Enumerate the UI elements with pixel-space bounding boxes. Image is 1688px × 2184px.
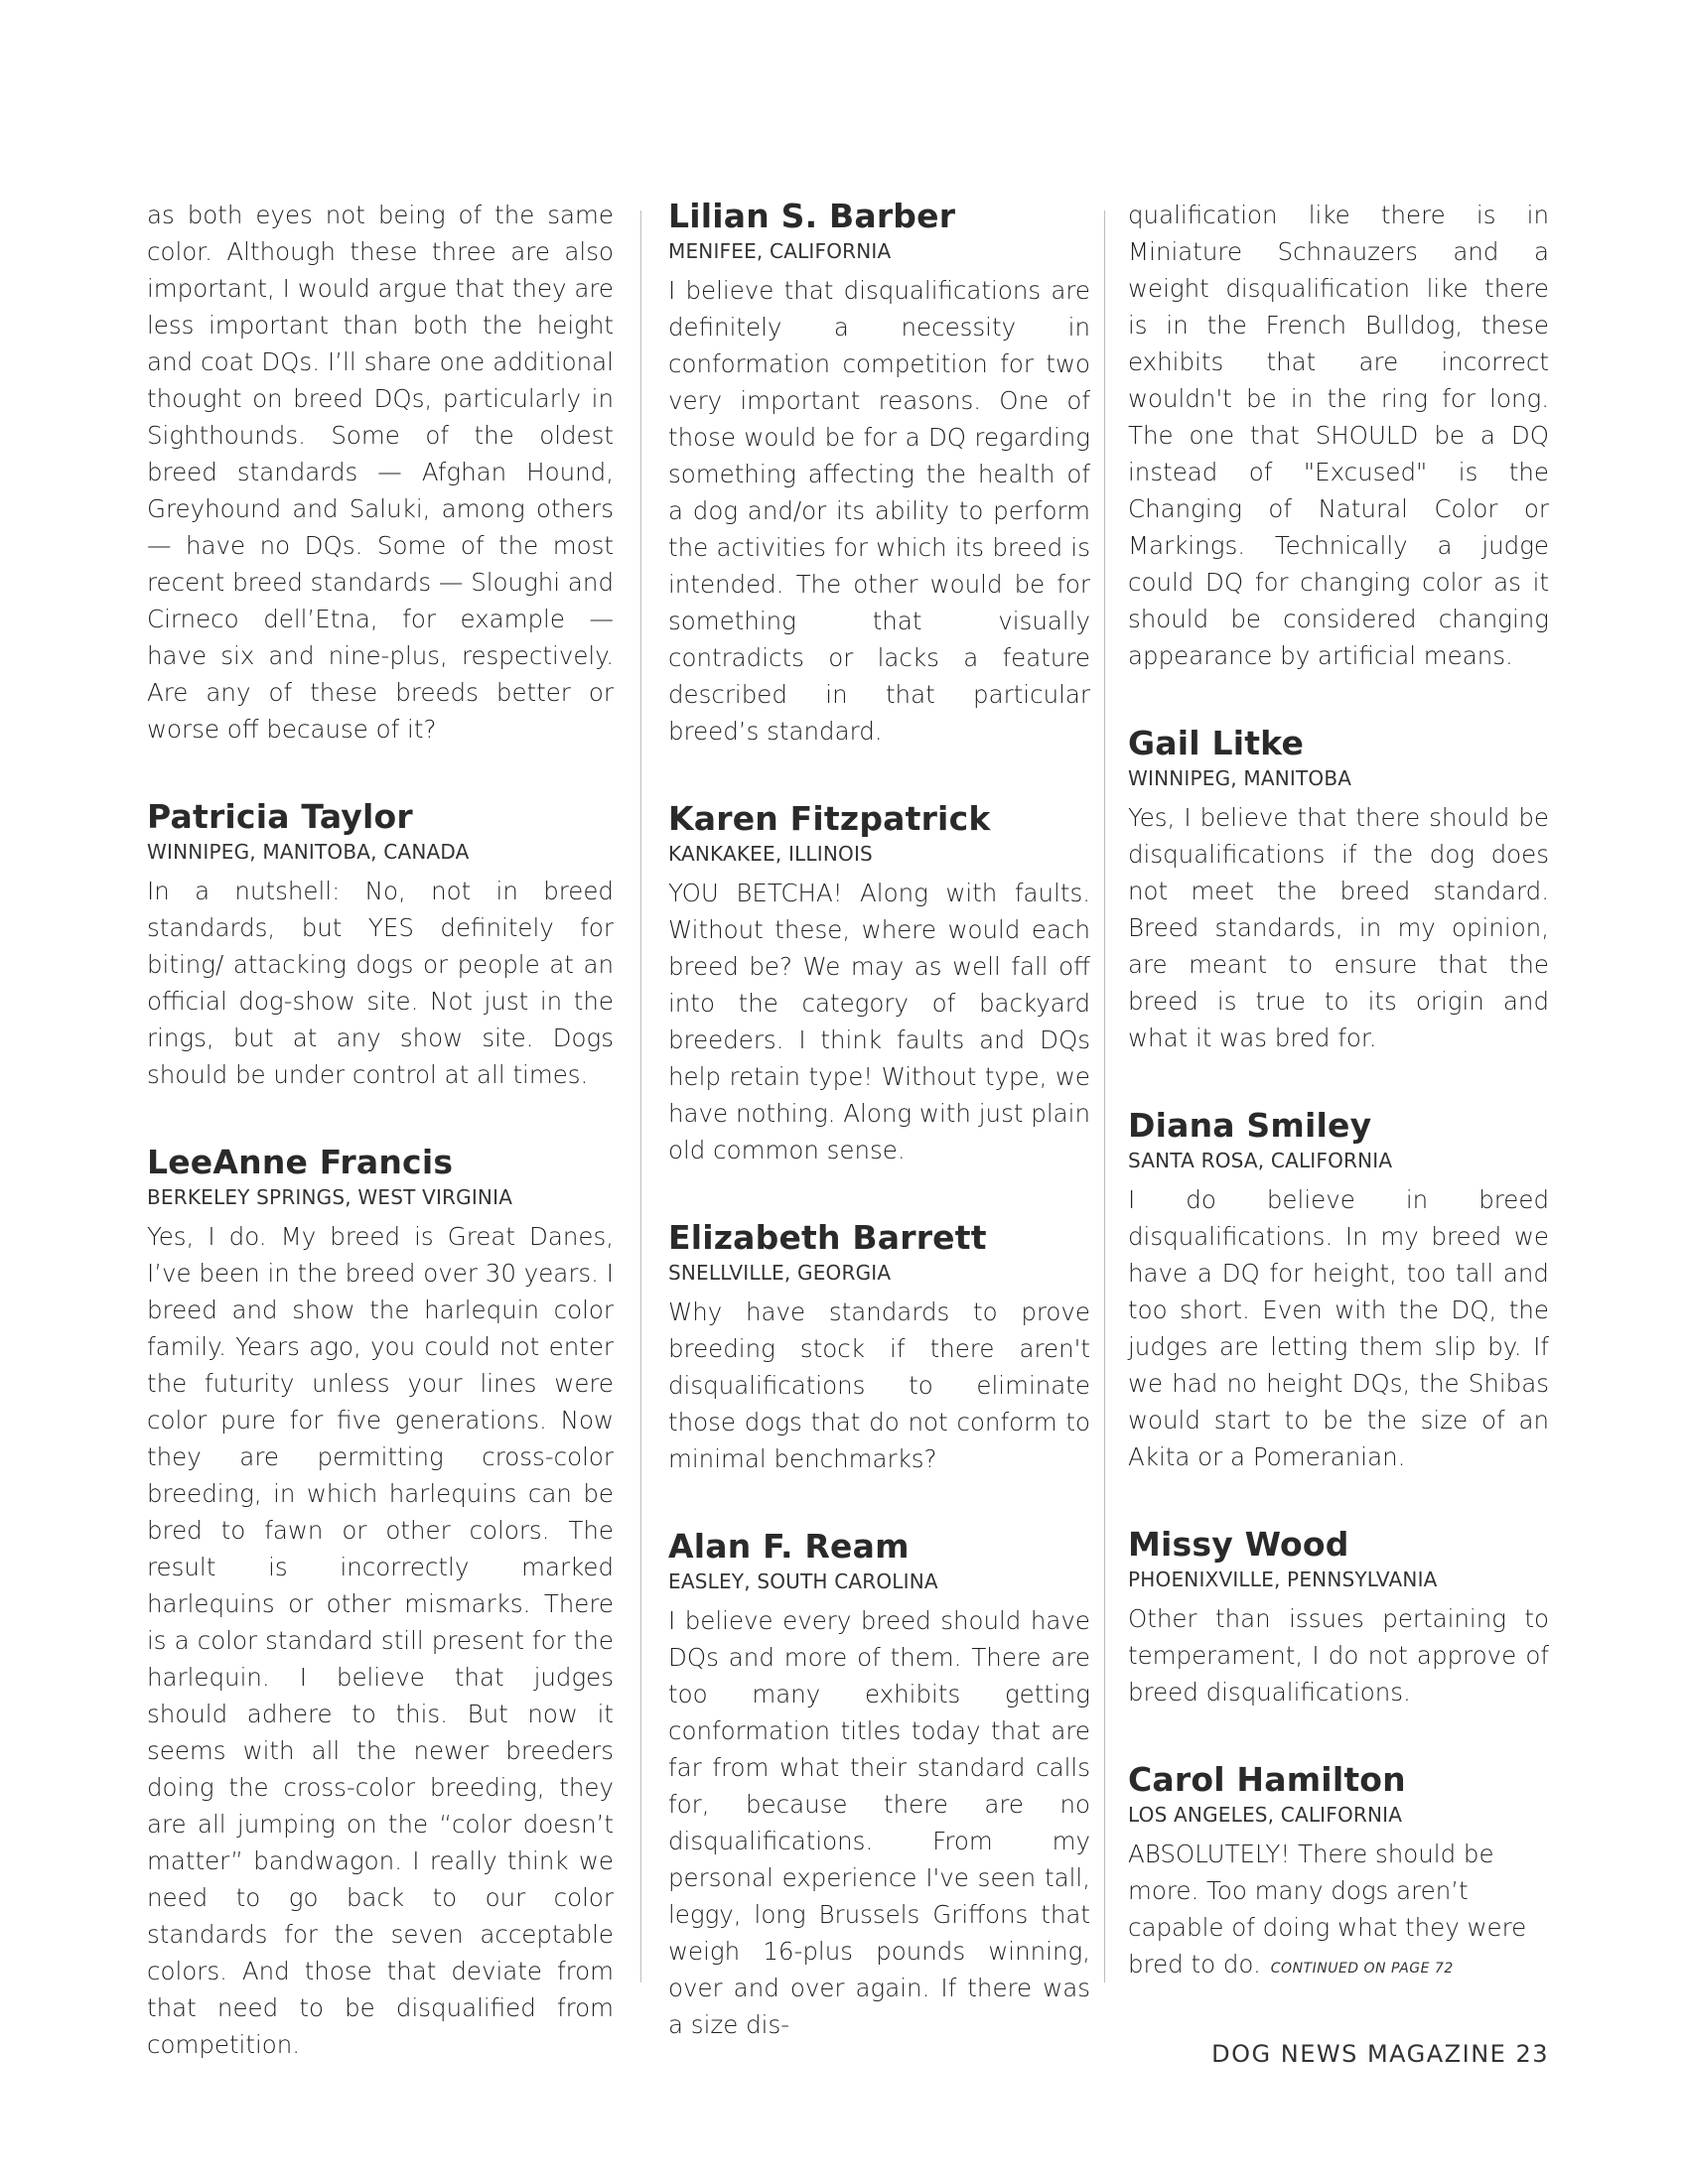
respondent-name: Gail Litke	[1128, 724, 1305, 762]
respondent-location: BERKELEY SPRINGS, WEST VIRGINIA	[147, 1185, 513, 1209]
response-text: YOU BETCHA! Along with faults. Without these, where would each breed be? We may as well fall off into the category of backyard breeders. I think faults and DQs help retain type! Without type, we have nothing. Along with just plain old common sense.	[668, 879, 1090, 1164]
respondent-name: Diana Smiley	[1128, 1106, 1372, 1145]
response-karen-fitzpatrick	[668, 799, 1090, 1168]
respondent-location: SNELLVILLE, GEORGIA	[668, 1261, 892, 1285]
response-text-content: ABSOLUTELY! There should be more. Too many dogs aren’t capable of doing what they were bred to do.	[1128, 1840, 1527, 1979]
response-text: Yes, I believe that there should be disqualifications if the dog does not meet the breed standard. Breed standards, in my opinion, are meant to ensure that the breed is true to its origin and what it was bred for.	[1128, 803, 1549, 1052]
response-text: I believe every breed should have DQs and more of them. There are too many exhibits getting conformation titles today that are far from what their standard calls for, because there are no disqualifications. From my personal experience I've seen tall, leggy, long Brussels Griffons that weigh 16-plus pounds winning, over and over again. If there was a size dis-	[668, 1606, 1090, 2039]
response-gail-litke	[1128, 724, 1549, 1056]
response-text: Why have standards to prove breeding stock if there aren't disqualifications to eliminate those dogs that do not conform to minimal benchmarks?	[668, 1297, 1090, 1473]
column-divider	[640, 210, 641, 1982]
respondent-name: LeeAnne Francis	[147, 1143, 454, 1181]
respondent-name: Patricia Taylor	[147, 797, 413, 836]
response-text	[1128, 1836, 1549, 1987]
continued-on-note: CONTINUED ON PAGE 72	[1270, 1961, 1454, 1977]
response-leeanne-francis	[147, 1143, 614, 2063]
continued-text: as both eyes not being of the same color. Although these three are also important, I would argue that they are less important than both the height and coat DQs. I’ll share one additional thought on breed DQs, particularly in Sighthounds. Some of the oldest breed standards — Afghan Hound, Greyhound and Saluki, among others — have no DQs. Some of the most recent breed standards — Sloughi and Cirneco dell’Etna, for example — have six and nine-plus, respectively. Are any of these breeds better or worse off because of it?	[147, 201, 614, 744]
respondent-name: Elizabeth Barrett	[668, 1218, 987, 1257]
respondent-location: SANTA ROSA, CALIFORNIA	[1128, 1149, 1393, 1172]
response-text: I do believe in breed disqualifications. In my breed we have a DQ for height, too tall and too short. Even with the DQ, the judges are letting them slip by. If we had no height DQs, the Shibas would start to be the size of an Akita or a Pomeranian.	[1128, 1185, 1549, 1471]
response-text: I believe that disqualifications are definitely a necessity in conformation competition for two very important reasons. One of those would be for a DQ regarding something affecting the health of a dog and/or its ability to perform the activities for which its breed is intended. The other would be for something that visually contradicts or lacks a feature described in that particular breed’s standard.	[668, 276, 1090, 746]
respondent-location: MENIFEE, CALIFORNIA	[668, 239, 892, 263]
respondent-location: LOS ANGELES, CALIFORNIA	[1128, 1803, 1403, 1827]
respondent-name: Missy Wood	[1128, 1525, 1349, 1564]
column-1	[147, 197, 614, 2063]
response-text: Yes, I do. My breed is Great Danes, I’ve been in the breed over 30 years. I breed and show the harlequin color family. Years ago, you could not enter the futurity unless your lines were color pure for five generations. Now they are permitting cross-color breeding, in which harlequins can be bred to fawn or other colors. The result is incorrectly marked harlequins or other mismarks. There is a color standard still present for the harlequin. I believe that judges should adhere to this. But now it seems with all the newer breeders doing the cross-color breeding, they are all jumping on the “color doesn’t matter” bandwagon. I really think we need to go back to our color standards for the seven acceptable colors. And those that deviate from that need to be disqualified from competition.	[147, 1222, 614, 2059]
response-elizabeth-barrett	[668, 1218, 1090, 1477]
response-diana-smiley	[1128, 1106, 1549, 1475]
respondent-location: PHOENIXVILLE, PENNSYLVANIA	[1128, 1568, 1438, 1591]
respondent-location: EASLEY, SOUTH CAROLINA	[668, 1570, 938, 1593]
column-divider	[1104, 210, 1105, 1982]
continued-text: qualification like there is in Miniature Schnauzers and a weight disqualification like there is in the French Bulldog, these exhibits that are incorrect wouldn't be in the ring for long. The one that SHOULD be a DQ instead of "Excused" is the Changing of Natural Color or Markings. Technically a judge could DQ for changing color as it should be considered changing appearance by artificial means.	[1128, 201, 1549, 670]
respondent-name: Carol Hamilton	[1128, 1760, 1406, 1799]
respondent-name: Lilian S. Barber	[668, 197, 956, 235]
respondent-name: Karen Fitzpatrick	[668, 799, 991, 838]
column-3	[1128, 197, 1549, 1987]
response-carol-hamilton	[1128, 1760, 1549, 1987]
response-alan-ream	[668, 1527, 1090, 2043]
page-footer: DOG NEWS MAGAZINE 23	[1211, 2040, 1549, 2068]
response-missy-wood	[1128, 1525, 1549, 1710]
response-text: In a nutshell: No, not in breed standards, but YES definitely for biting/ attacking dogs or people at an official dog-show site. Not just in the rings, but at any show site. Dogs should be under control at all times.	[147, 877, 614, 1089]
response-lilian-barber	[668, 197, 1090, 750]
respondent-location: KANKAKEE, ILLINOIS	[668, 842, 873, 866]
respondent-location: WINNIPEG, MANITOBA	[1128, 766, 1352, 790]
respondent-name: Alan F. Ream	[668, 1527, 910, 1566]
column-2	[668, 197, 1090, 2043]
respondent-location: WINNIPEG, MANITOBA, CANADA	[147, 840, 470, 864]
response-text: Other than issues pertaining to temperament, I do not approve of breed disqualifications.	[1128, 1604, 1549, 1706]
response-patricia-taylor	[147, 797, 614, 1093]
